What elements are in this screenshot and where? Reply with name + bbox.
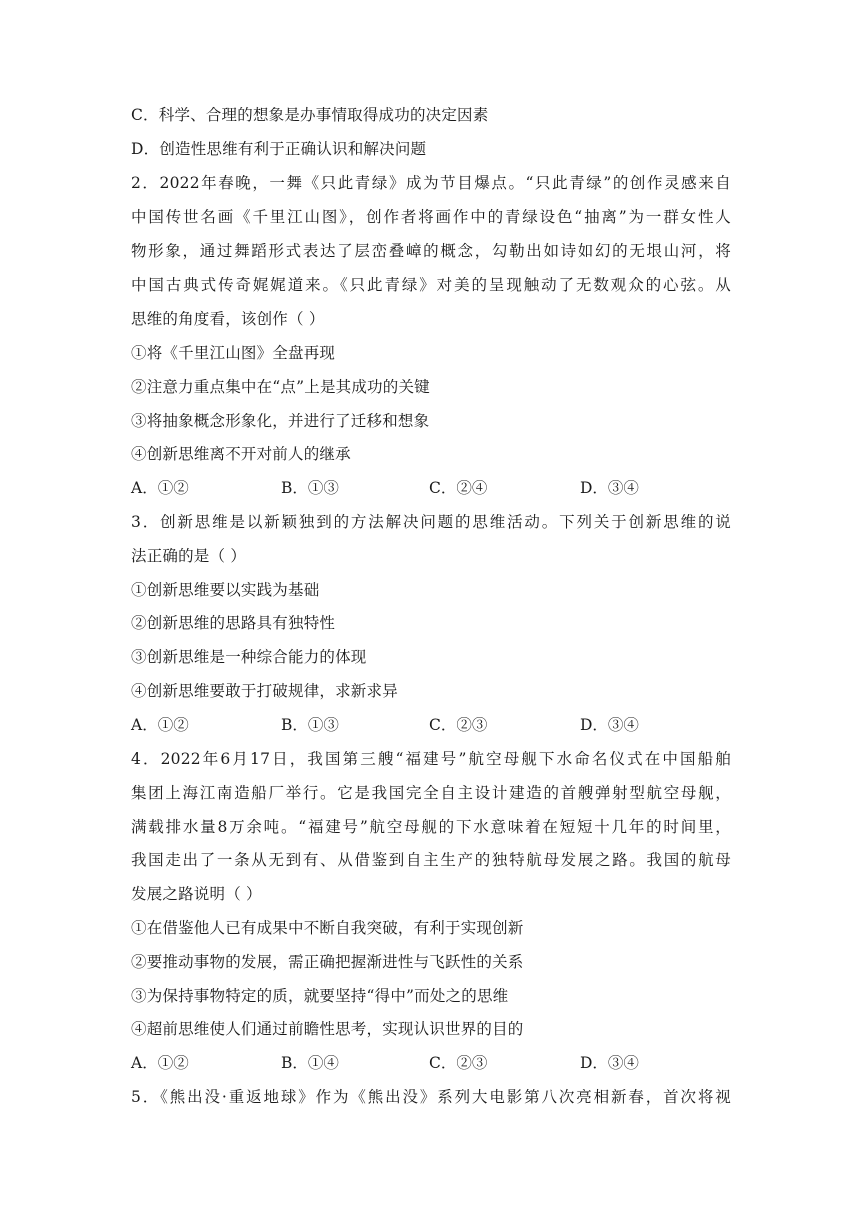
q2-statement-2: ②注意力重点集中在“点”上是其成功的关键 — [131, 378, 430, 396]
q1-option-c: C．科学、合理的想象是办事情取得成功的决定因素 — [131, 106, 489, 124]
q2-option-d[interactable]: D．③④ — [580, 479, 639, 497]
q3-option-a[interactable]: A．①② — [131, 716, 189, 734]
q3-statement-2: ②创新思维的思路具有独特性 — [131, 614, 336, 632]
q2-stem-line-3: 物形象，通过舞蹈形式表达了层峦叠嶂的概念，勾勒出如诗如幻的无垠山河，将 — [131, 242, 731, 260]
q4-statement-3: ③为保持事物特定的质，就要坚持“得中”而处之的思维 — [131, 987, 509, 1005]
q4-option-b[interactable]: B．①④ — [281, 1054, 339, 1072]
q2-option-b[interactable]: B．①③ — [281, 479, 339, 497]
q2-option-c[interactable]: C．②④ — [429, 479, 488, 497]
q4-stem-line-4: 我国走出了一条从无到有、从借鉴到自主生产的独特航母发展之路。我国的航母 — [131, 851, 731, 869]
q4-option-c[interactable]: C．②③ — [429, 1054, 488, 1072]
q4-option-d[interactable]: D．③④ — [580, 1054, 639, 1072]
q4-stem-line-2: 集团上海江南造船厂举行。它是我国完全自主设计建造的首艘弹射型航空母舰， — [131, 784, 731, 802]
q3-option-d[interactable]: D．③④ — [580, 716, 639, 734]
q2-stem-line-2: 中国传世名画《千里江山图》，创作者将画作中的青绿设色“抽离”为一群女性人 — [131, 208, 731, 226]
q3-statement-1: ①创新思维要以实践为基础 — [131, 581, 320, 599]
q3-option-c[interactable]: C．②③ — [429, 716, 488, 734]
q4-statement-2: ②要推动事物的发展，需正确把握渐进性与飞跃性的关系 — [131, 953, 524, 971]
q2-statement-1: ①将《千里江山图》全盘再现 — [131, 344, 336, 362]
q3-stem-line-1: 3．创新思维是以新颖独到的方法解决问题的思维活动。下列关于创新思维的说 — [131, 513, 731, 531]
q4-stem-line-1: 4．2022年6月17日，我国第三艘“福建号”航空母舰下水命名仪式在中国船舶 — [131, 750, 731, 768]
q4-stem-line-5: 发展之路说明（ ） — [131, 885, 262, 903]
q4-options — [131, 1053, 731, 1073]
q2-stem-line-5: 思维的角度看，该创作（ ） — [131, 310, 325, 328]
q4-stem-line-3: 满载排水量8万余吨。“福建号”航空母舰的下水意味着在短短十几年的时间里， — [131, 818, 731, 836]
q4-option-a[interactable]: A．①② — [131, 1054, 189, 1072]
q3-statement-4: ④创新思维要敢于打破规律，求新求异 — [131, 682, 398, 700]
q2-stem-line-4: 中国古典式传奇娓娓道来。《只此青绿》对美的呈现触动了无数观众的心弦。从 — [131, 276, 731, 294]
q4-statement-1: ①在借鉴他人已有成果中不断自我突破，有利于实现创新 — [131, 919, 524, 937]
q3-options — [131, 715, 731, 735]
q3-statement-3: ③创新思维是一种综合能力的体现 — [131, 648, 367, 666]
q2-statement-4: ④创新思维离不开对前人的继承 — [131, 445, 351, 463]
q1-option-d: D．创造性思维有利于正确认识和解决问题 — [131, 140, 427, 158]
q2-option-a[interactable]: A．①② — [131, 479, 189, 497]
q2-options — [131, 478, 731, 498]
q2-statement-3: ③将抽象概念形象化，并进行了迁移和想象 — [131, 412, 430, 430]
q3-stem-line-2: 法正确的是（ ） — [131, 547, 247, 565]
q3-option-b[interactable]: B．①③ — [281, 716, 339, 734]
q4-statement-4: ④超前思维使人们通过前瞻性思考，实现认识世界的目的 — [131, 1020, 524, 1038]
q2-stem-line-1: 2．2022年春晚，一舞《只此青绿》成为节目爆点。“只此青绿”的创作灵感来自 — [131, 174, 731, 192]
q5-stem-line-1: 5．《熊出没·重返地球》作为《熊出没》系列大电影第八次亮相新春，首次将视 — [131, 1088, 731, 1106]
